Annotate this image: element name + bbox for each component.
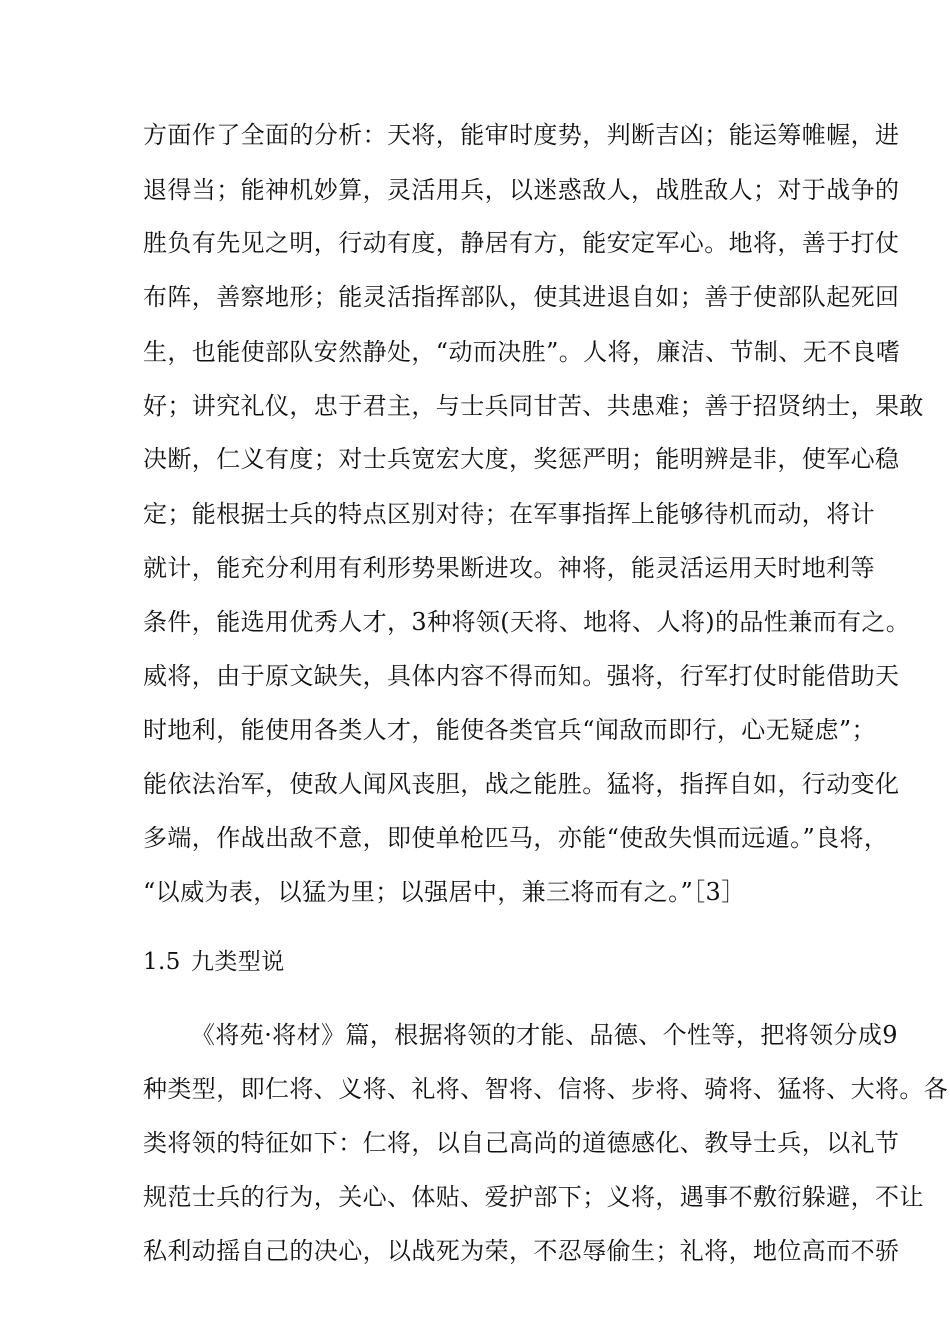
paragraph-line: 威将，由于原文缺失，具体内容不得而知。强将，行军打仗时能借助天 xyxy=(143,662,900,690)
paragraph-line: 规范士兵的行为，关心、体贴、爱护部下；义将，遇事不敷衍躲避，不让 xyxy=(143,1183,924,1211)
paragraph-line: 就计，能充分利用有利形势果断进攻。神将，能灵活运用天时地利等 xyxy=(143,554,875,582)
paragraph-line: 种类型，即仁将、义将、礼将、智将、信将、步将、骑将、猛将、大将。各 xyxy=(143,1075,949,1103)
paragraph-line: 时地利，能使用各类人才，能使各类官兵“闻敌而即行，心无疑虑”； xyxy=(143,716,876,744)
paragraph-line: “以威为表，以猛为里；以强居中，兼三将而有之。”［3］ xyxy=(143,878,746,906)
paragraph-line: 好；讲究礼仪，忠于君主，与士兵同甘苦、共患难；善于招贤纳士，果敢 xyxy=(143,392,924,420)
paragraph-line: 胜负有先见之明，行动有度，静居有方，能安定军心。地将，善于打仗 xyxy=(143,229,900,257)
paragraph-line: 多端，作战出敌不意，即使单枪匹马，亦能“使敌失惧而远遁。”良将， xyxy=(143,824,889,852)
section-number: 1.5 xyxy=(143,949,181,975)
section-heading xyxy=(143,945,285,979)
paragraph-line: 条件，能选用优秀人才，3种将领(天将、地将、人将)的品性兼而有之。 xyxy=(143,608,911,636)
paragraph-line: 私利动摇自己的决心，以战死为荣，不忍辱偷生；礼将，地位高而不骄 xyxy=(143,1237,900,1265)
paragraph-line: 方面作了全面的分析：天将，能审时度势，判断吉凶；能运筹帷幄，进 xyxy=(143,121,900,149)
paragraph-line: 退得当；能神机妙算，灵活用兵，以迷惑敌人，战胜敌人；对于战争的 xyxy=(143,176,900,204)
section-title: 九类型说 xyxy=(191,949,285,975)
paragraph-line: 定；能根据士兵的特点区别对待；在军事指挥上能够待机而动，将计 xyxy=(143,500,875,528)
paragraph-line: 类将领的特征如下：仁将，以自己高尚的道德感化、教导士兵，以礼节 xyxy=(143,1129,900,1157)
paragraph-line: 《将苑·将材》篇，根据将领的才能、品德、个性等，把将领分成9 xyxy=(191,1021,898,1049)
paragraph-line: 能依法治军，使敌人闻风丧胆，战之能胜。猛将，指挥自如，行动变化 xyxy=(143,770,900,798)
paragraph-line: 决断，仁义有度；对士兵宽宏大度，奖惩严明；能明辨是非，使军心稳 xyxy=(143,445,900,473)
paragraph-line: 布阵，善察地形；能灵活指挥部队，使其进退自如；善于使部队起死回 xyxy=(143,283,900,311)
paragraph-line: 生，也能使部队安然静处，“动而决胜”。人将，廉洁、节制、无不良嗜 xyxy=(143,338,901,366)
